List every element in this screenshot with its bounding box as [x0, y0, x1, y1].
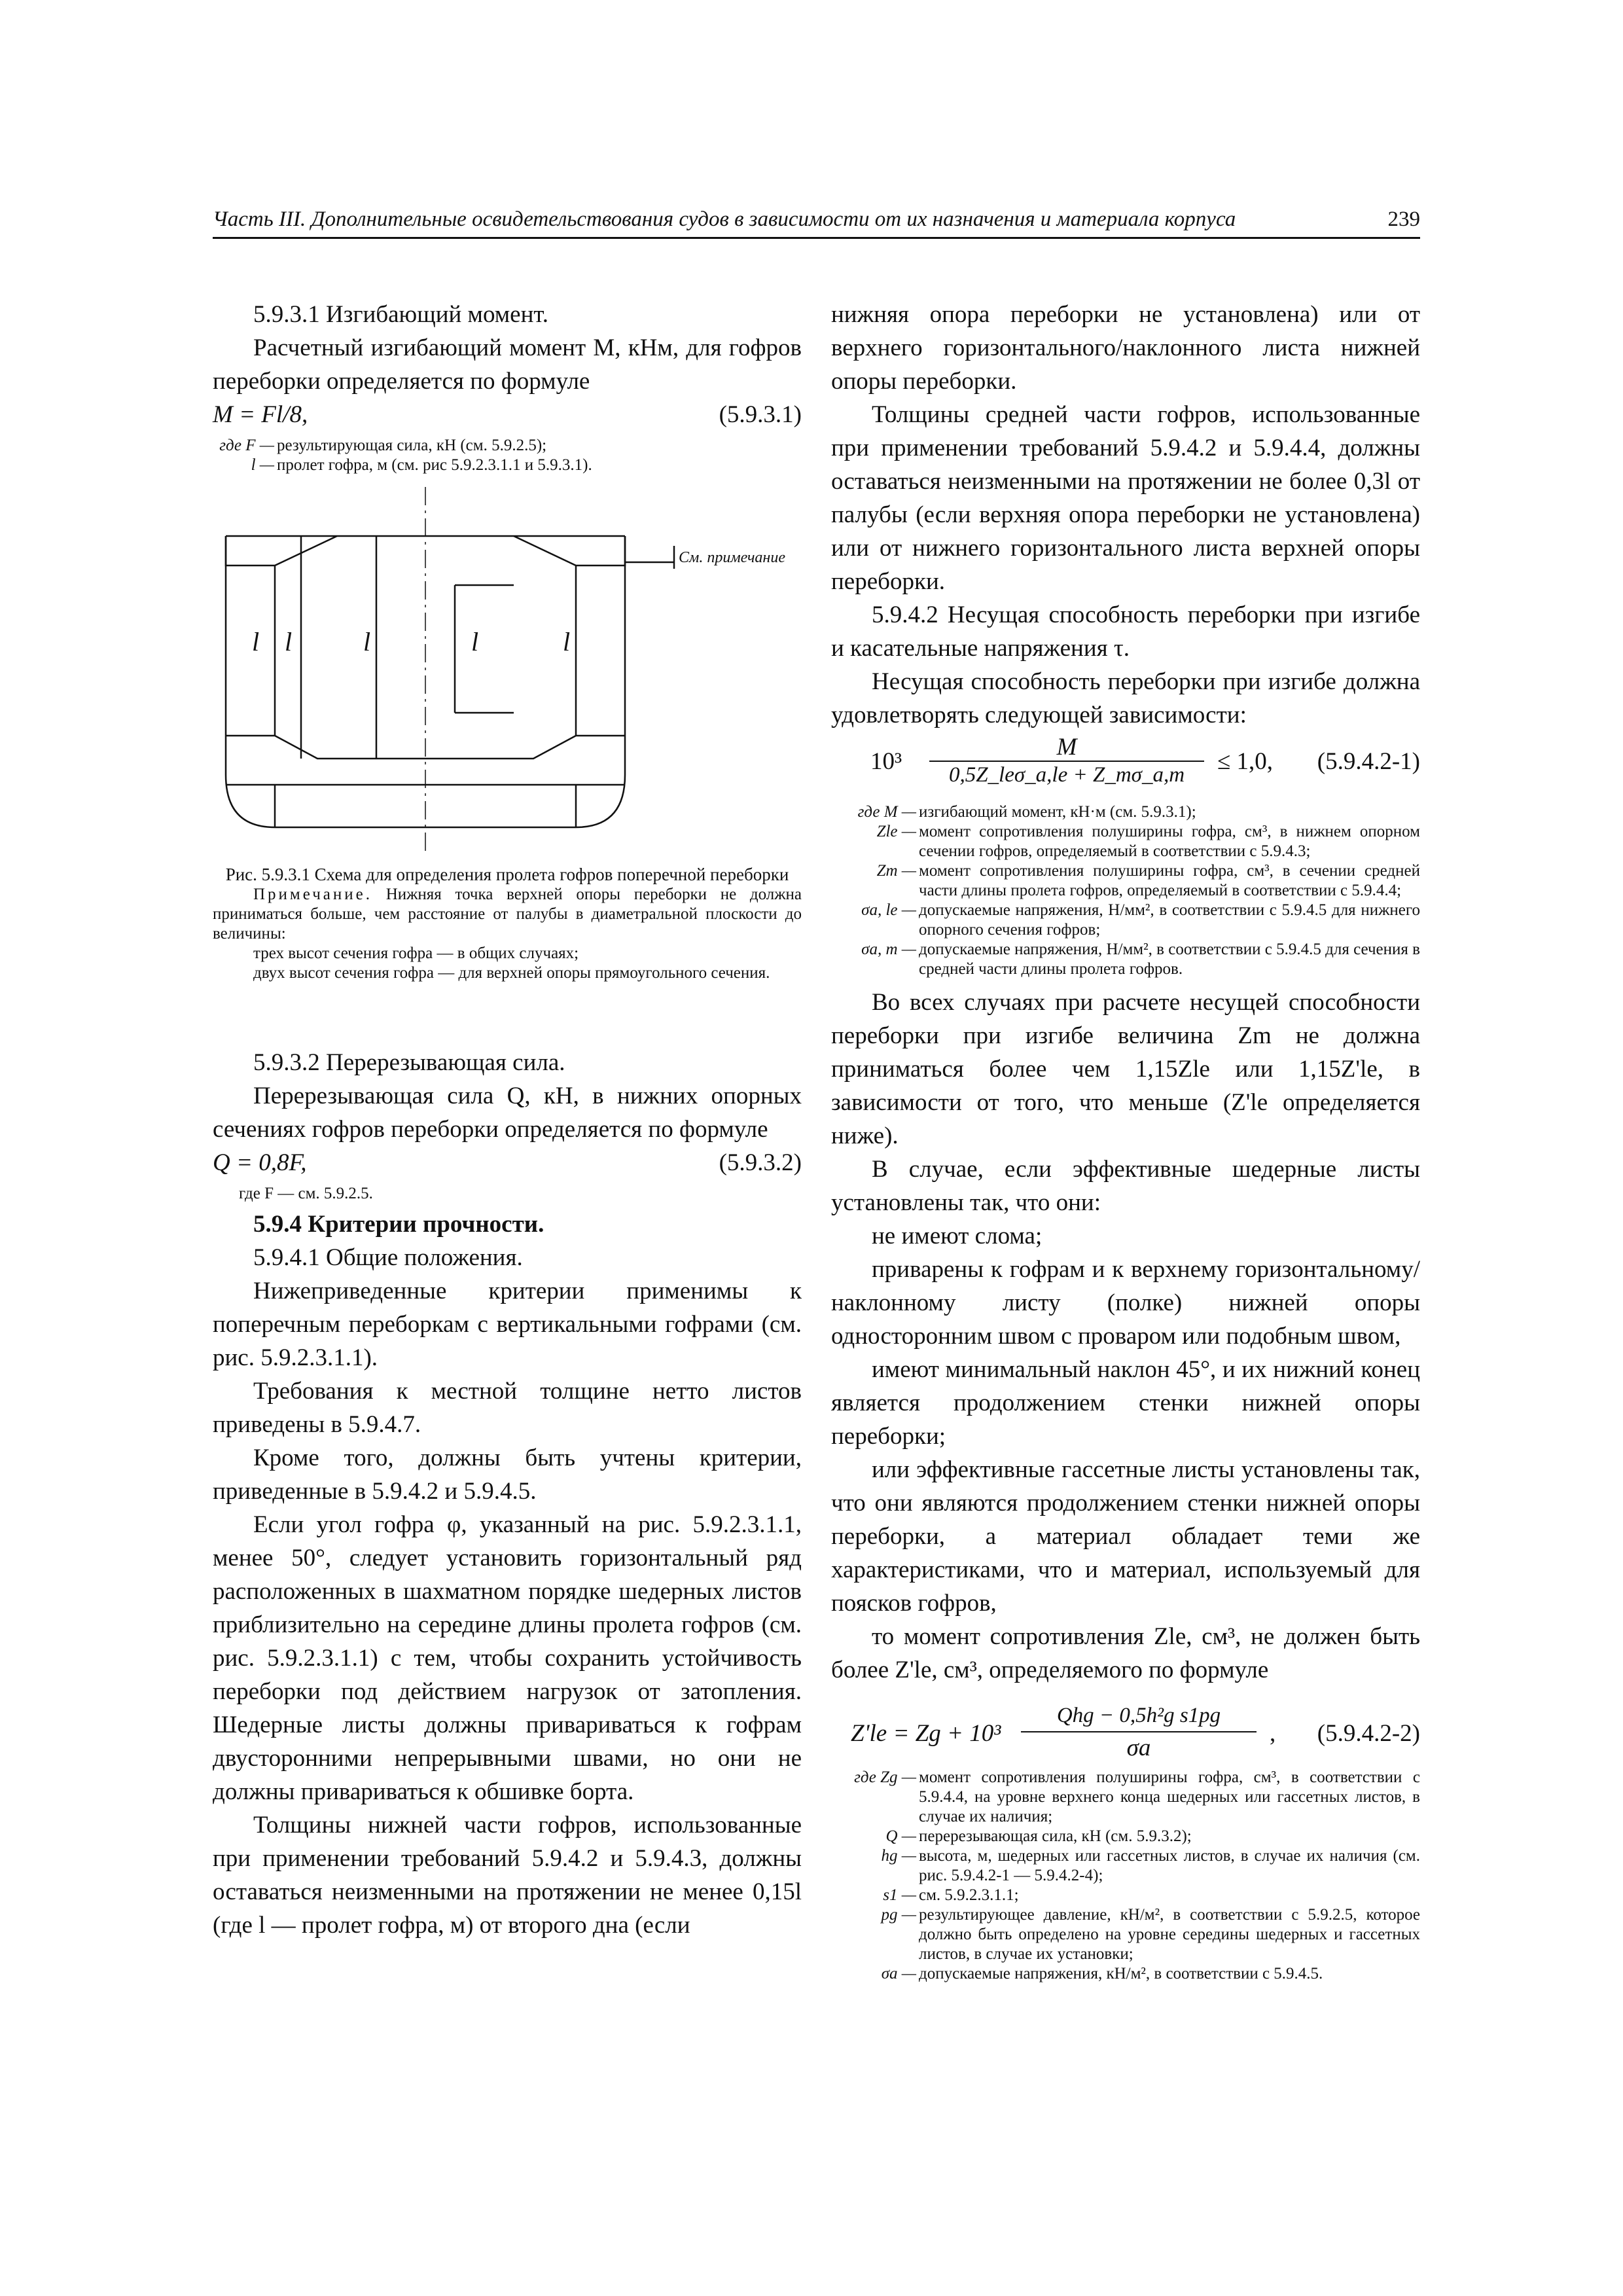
where-item: [831, 1846, 1420, 1886]
paragraph: Толщины средней части гофров, использованные при применении требований 5.9.4.2 и 5.9.4.4, должны оставаться неизменными на протяжении не более 0,3l от палубы (если верхняя опора переборки не установлена) или от нижнего горизонтального листа верхней опоры переборки.: [831, 401, 1420, 595]
formula-number: (5.9.4.2-1): [1317, 748, 1420, 775]
paragraph: Нижеприведенные критерии применимы к поперечным переборкам с вертикальными гофрами (см. рис. 5.9.2.3.1.1).: [213, 1278, 802, 1371]
where-item: [831, 861, 1420, 901]
where-item: [831, 1964, 1420, 1984]
fraction-bar: [1021, 1731, 1257, 1732]
paragraph: Несущая способность переборки при изгибе должна удовлетворять следующей зависимости:: [831, 668, 1420, 728]
where-item: [831, 802, 1420, 822]
span-label-l: l: [363, 627, 371, 656]
where-item: [831, 1768, 1420, 1827]
where-description: момент сопротивления полуширины гофра, см³, в нижнем опорном сечении гофров, определяемый в соответствии с 5.9.4.3;: [919, 823, 1420, 860]
paragraph: Во всех случаях при расчете несущей способности переборки при изгибе величина Zm не должна приниматься более чем 1,15Zle или 1,15Z'le, в зависимости от того, что меньше (Z'le определяется ниже).: [831, 989, 1420, 1149]
formula-number: (5.9.3.2): [719, 1149, 802, 1176]
formula-rhs: ≤ 1,0,: [1217, 748, 1274, 775]
where-item: [831, 901, 1420, 940]
fig-note-label: См. примечание: [679, 549, 785, 566]
note-item: трех высот сечения гофра — в общих случаях;: [253, 944, 579, 962]
running-header: [213, 202, 1420, 239]
span-label-l: l: [285, 627, 293, 656]
where-symbol: l —: [251, 456, 274, 474]
where-symbol: Zm —: [876, 862, 916, 880]
where-description: перерезывающая сила, кН (см. 5.9.3.2);: [919, 1827, 1192, 1845]
paragraph: то момент сопротивления Zle, см³, не должен быть более Z'le, см³, определяемого по формуле: [831, 1623, 1420, 1683]
span-label-l: l: [471, 627, 479, 656]
formula-expression: Q = 0,8F,: [213, 1149, 307, 1176]
paragraph: Расчетный изгибающий момент M, кНм, для гофров переборки определяется по формуле: [213, 334, 802, 395]
section-heading-5941: 5.9.4.1 Общие положения.: [253, 1244, 523, 1271]
where-description: высота, м, шедерных или гассетных листов, в случае их наличия (см. рис. 5.9.4.2-1 — 5.9.4.2-4);: [919, 1847, 1420, 1884]
where-item: [831, 940, 1420, 979]
left-column: [213, 298, 802, 1942]
note-item: двух высот сечения гофра — для верхней опоры прямоугольного сечения.: [253, 964, 770, 982]
note-paragraph: [213, 885, 802, 944]
where-line: где F — см. 5.9.2.5.: [239, 1185, 373, 1202]
section-heading-5932: 5.9.3.2 Перерезывающая сила.: [253, 1049, 565, 1076]
where-description: см. 5.9.2.3.1.1;: [919, 1886, 1019, 1904]
section-heading-5931: 5.9.3.1 Изгибающий момент.: [253, 301, 549, 328]
bulkhead-diagram: [213, 487, 802, 853]
paragraph: Толщины нижней части гофров, использованные при применении требований 5.9.4.2 и 5.9.4.3, должны оставаться неизменными на протяжении не менее 0,15l (где l — пролет гофра, м) от второго дна (если: [213, 1812, 802, 1939]
running-header-title: Часть III. Дополнительные освидетельствования судов в зависимости от их назначения и материала корпуса: [213, 207, 1236, 231]
where-symbol: pg —: [881, 1906, 916, 1924]
where-item: [831, 1827, 1420, 1846]
where-description: пролет гофра, м (см. рис 5.9.2.3.1.1 и 5.9.3.1).: [277, 456, 592, 474]
paragraph: Если угол гофра φ, указанный на рис. 5.9.2.3.1.1, менее 50°, следует установить горизонтальный ряд расположенных в шахматном порядке шедерных листов приблизительно на середине длины пролета гофров (см. рис. 5.9.2.3.1.1) с тем, чтобы сохранить устойчивость переборки под действием нагрузок от затопления. Шедерные листы должны привариваться к гофрам двусторонними непрерывными швами, но они не должны привариваться к обшивке борта.: [213, 1511, 802, 1805]
right-column: [831, 298, 1420, 1984]
fraction-denominator: σa: [1126, 1734, 1151, 1761]
where-item: [831, 1905, 1420, 1964]
section-heading-594: 5.9.4 Критерии прочности.: [253, 1211, 544, 1238]
page-number: 239: [1387, 207, 1420, 231]
where-description: момент сопротивления полуширины гофра, см³, в сечении средней части длины пролета гофров, определяемый в соответствии с 5.9.4.4;: [919, 862, 1420, 899]
where-description: допускаемые напряжения, Н/мм², в соответствии с 5.9.4.5 для сечения в средней части длины пролета гофров.: [919, 941, 1420, 978]
where-symbol: σa —: [881, 1965, 916, 1982]
formula-5932: [213, 1146, 802, 1181]
where-description: изгибающий момент, кН·м (см. 5.9.3.1);: [919, 803, 1196, 821]
formula-coefficient: 10³: [870, 748, 902, 775]
where-symbol: s1 —: [883, 1886, 916, 1904]
where-list: [831, 1768, 1420, 1984]
where-item: [213, 436, 802, 456]
note-text: Нижняя точка верхней опоры переборки не должна приниматься больше, чем расстояние от палубы в диаметральной плоскости до величины:: [213, 886, 802, 942]
note-label: Примечание.: [253, 886, 373, 903]
where-list: [213, 436, 802, 475]
paragraph: нижняя опора переборки не установлена) или от верхнего горизонтального/наклонного листа нижней опоры переборки.: [831, 301, 1420, 395]
formula-5931: [213, 398, 802, 433]
where-symbol: Zle —: [876, 823, 916, 840]
where-symbol: σa, le —: [861, 901, 916, 919]
figure-caption: Рис. 5.9.3.1 Схема для определения пролета гофров поперечной переборки: [225, 865, 789, 884]
where-description: результирующее давление, кН/м², в соответствии с 5.9.2.5, которое должно быть определено на уровне середины шедерных и гассетных листов, в случае их установки;: [919, 1906, 1420, 1963]
figure-5931: [213, 487, 802, 853]
paragraph: имеют минимальный наклон 45°, и их нижний конец является продолжением стенки нижней опоры переборки;: [831, 1356, 1420, 1450]
paragraph: Перерезывающая сила Q, кН, в нижних опорных сечениях гофров переборки определяется по формуле: [213, 1083, 802, 1143]
formula-comma: ,: [1270, 1720, 1276, 1747]
formula-lhs: Z'le = Zg + 10³: [851, 1720, 1001, 1747]
where-item: [213, 456, 802, 475]
formula-number: (5.9.3.1): [719, 401, 802, 428]
paragraph: приварены к гофрам и к верхнему горизонтальному/наклонному листу (полке) нижней опоры односторонним швом с проваром или подобным швом,: [831, 1256, 1420, 1350]
paragraph: или эффективные гассетные листы установлены так, что они являются продолжением стенки нижней опоры переборки, а материал обладает теми же характеристиками, что и материал, используемый для поясков гофров,: [831, 1456, 1420, 1617]
where-description: момент сопротивления полуширины гофра, см³, в соответствии с 5.9.4.4, на уровне верхнего конца шедерных или гассетных листов, в случае их наличия;: [919, 1768, 1420, 1825]
where-list: [831, 802, 1420, 979]
paragraph: В случае, если эффективные шедерные листы установлены так, что они:: [831, 1156, 1420, 1216]
span-label-l: l: [252, 627, 260, 656]
where-description: результирующая сила, кН (см. 5.9.2.5);: [277, 437, 547, 454]
where-symbol: где M —: [857, 803, 916, 821]
fraction-numerator: Qhg − 0,5h²g s1pg: [1056, 1704, 1221, 1727]
where-item: [831, 1886, 1420, 1905]
formula-5942-2: [831, 1702, 1420, 1765]
where-symbol: Q —: [885, 1827, 916, 1845]
where-symbol: hg —: [881, 1847, 916, 1865]
where-description: допускаемые напряжения, Н/мм², в соответствии с 5.9.4.5 для нижнего опорного сечения гофров;: [919, 901, 1420, 939]
fraction-numerator: M: [1056, 734, 1077, 761]
formula-expression: M = Fl/8,: [213, 401, 308, 428]
where-symbol: σa, m —: [861, 941, 916, 958]
where-item: [831, 822, 1420, 861]
where-symbol: где F —: [219, 437, 274, 454]
paragraph: Требования к местной толщине нетто листов приведены в 5.9.4.7.: [213, 1378, 802, 1438]
paragraph: не имеют слома;: [872, 1223, 1043, 1249]
span-label-l: l: [563, 627, 571, 656]
where-description: допускаемые напряжения, кН/м², в соответствии с 5.9.4.5.: [919, 1965, 1323, 1982]
fraction-bar: [929, 761, 1204, 762]
paragraph: Кроме того, должны быть учтены критерии, приведенные в 5.9.4.2 и 5.9.4.5.: [213, 1444, 802, 1505]
section-heading-5942: 5.9.4.2 Несущая способность переборки при изгибе и касательные напряжения τ.: [831, 601, 1420, 662]
formula-5942-1: [831, 732, 1420, 795]
fraction-denominator: 0,5Z_leσ_a,le + Z_mσ_a,m: [948, 763, 1185, 787]
where-symbol: где Zg —: [854, 1768, 916, 1786]
formula-number: (5.9.4.2-2): [1317, 1720, 1420, 1747]
